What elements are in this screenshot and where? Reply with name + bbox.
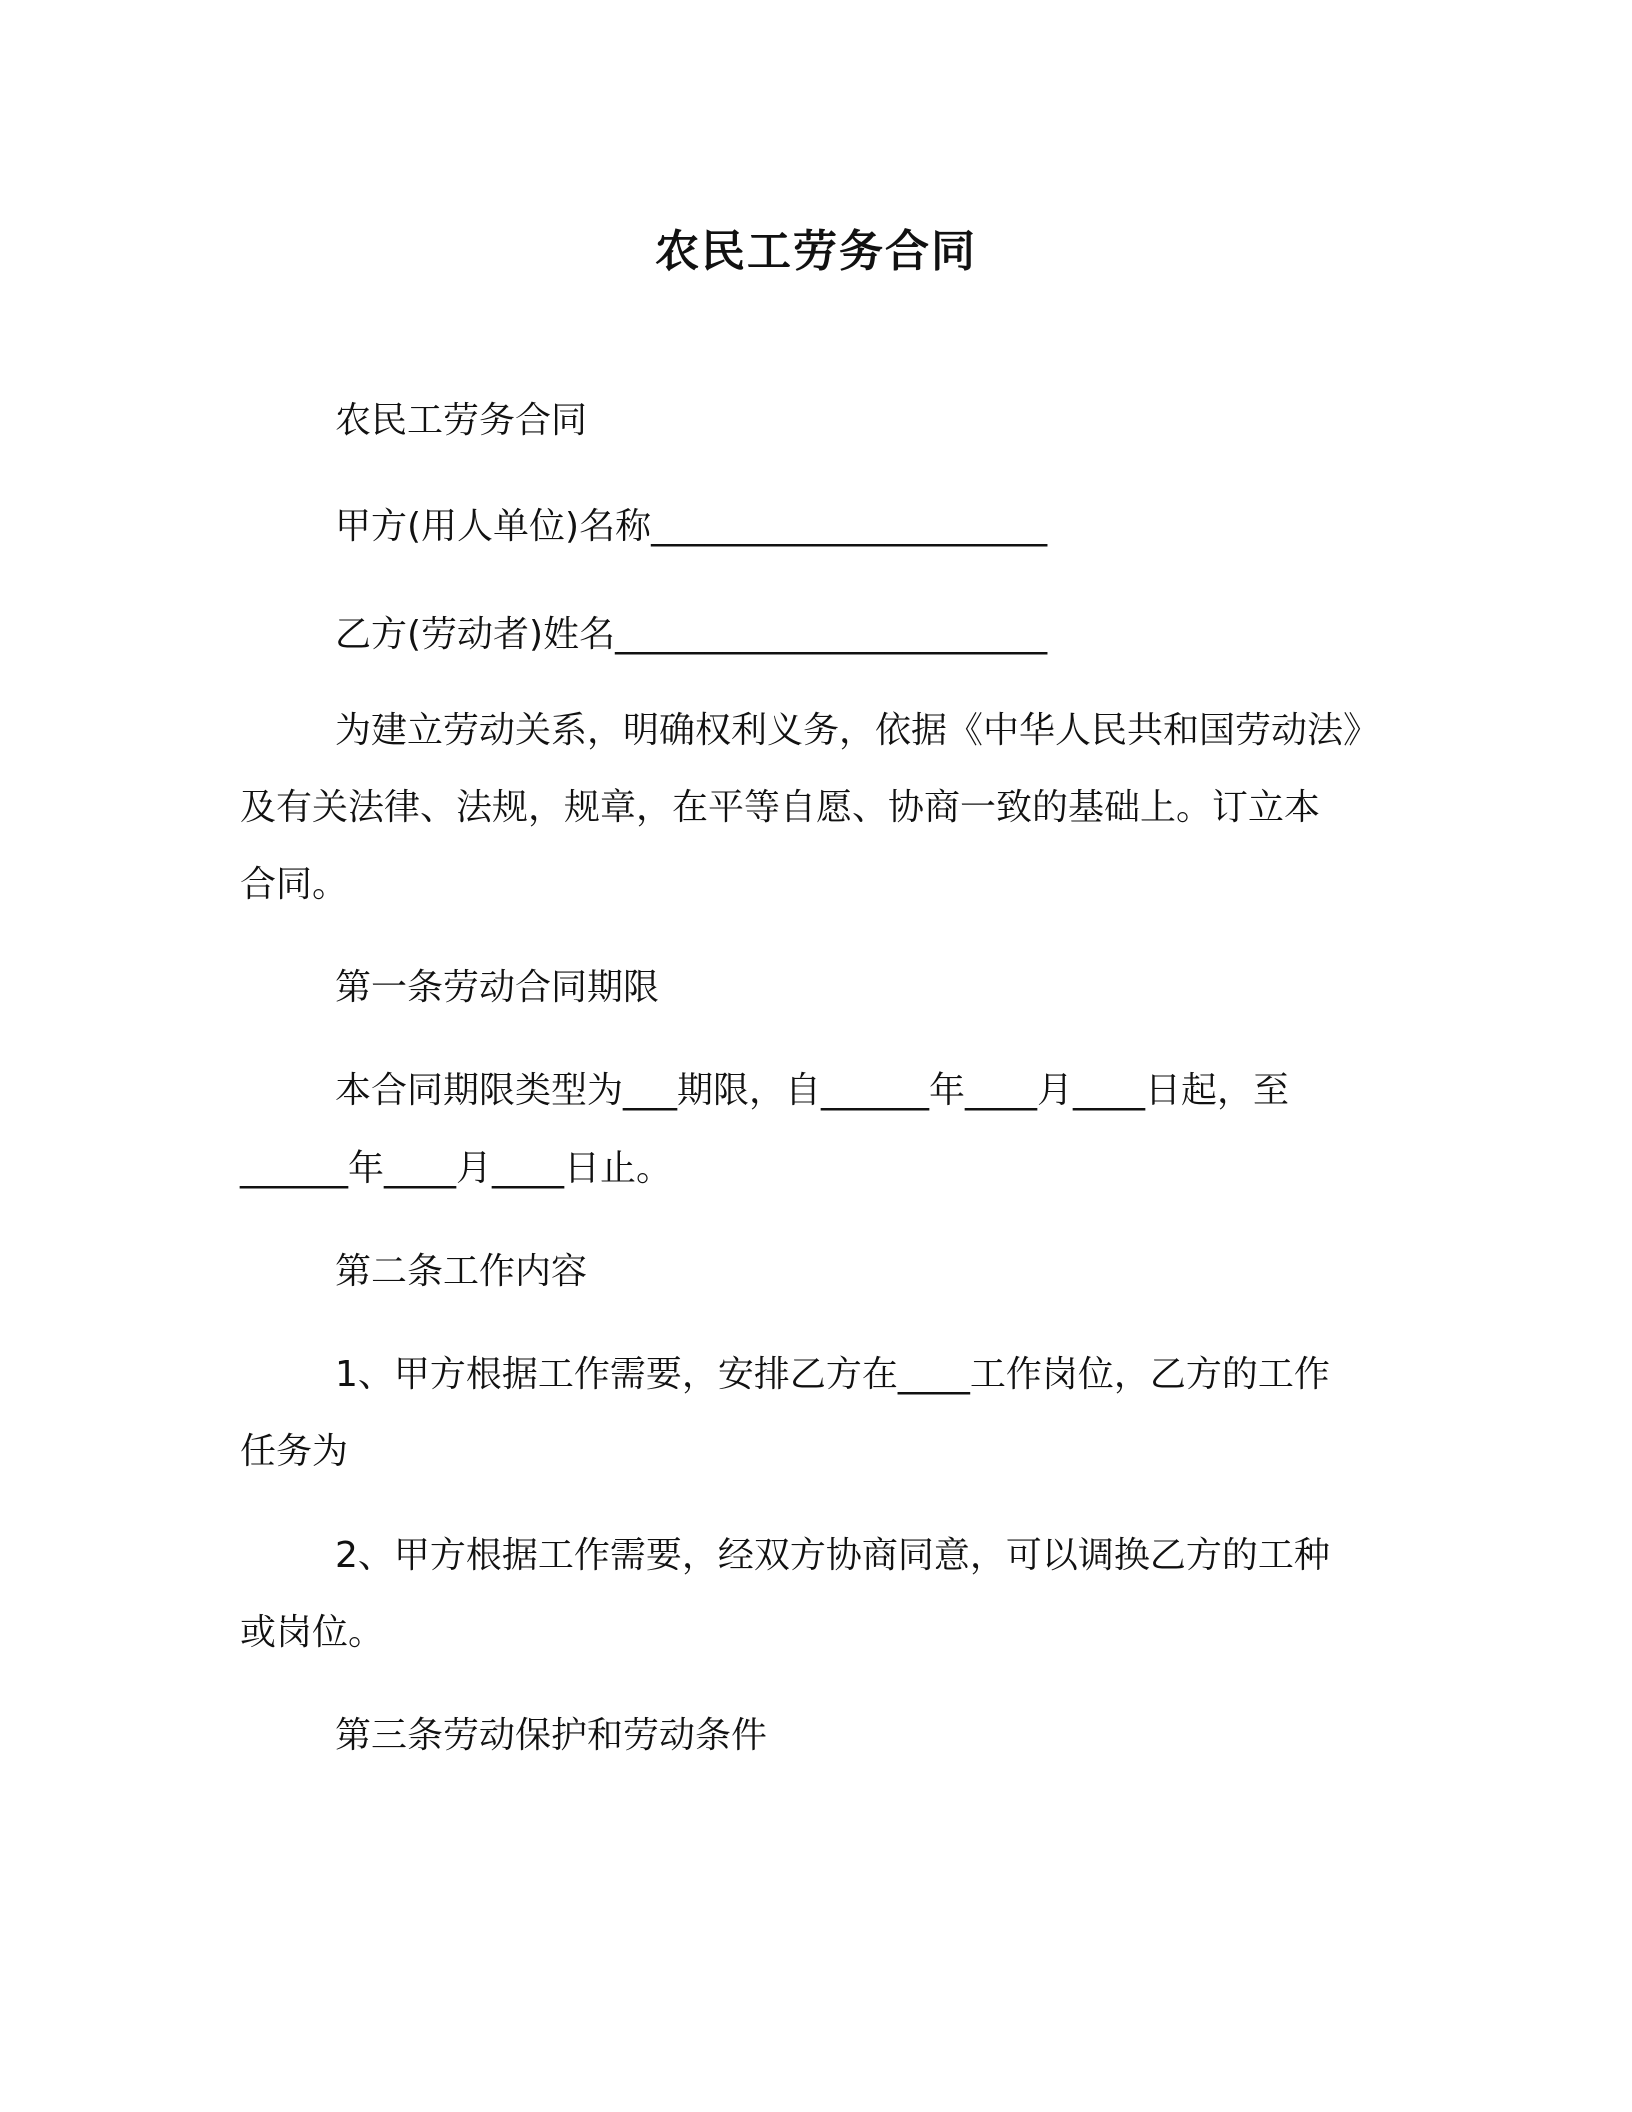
article-1-text-line-1: 本合同期限类型为___期限，自______年____月____日起，至 — [335, 1070, 1290, 1111]
article-2-heading: 第二条工作内容 — [335, 1251, 588, 1292]
article-1-heading: 第一条劳动合同期限 — [335, 967, 660, 1008]
preamble-line-1: 为建立劳动关系，明确权利义务，依据《中华人民共和国劳动法》 — [335, 710, 1380, 751]
article-2-item-2-line-2: 或岗位。 — [240, 1612, 385, 1653]
preamble-line-3: 合同。 — [240, 864, 349, 905]
contract-subtitle: 农民工劳务合同 — [335, 400, 588, 441]
article-2-item-1-line-2: 任务为 — [240, 1431, 349, 1472]
party-a-field: 甲方(用人单位)名称______________________ — [335, 506, 1048, 547]
article-1-text-line-2: ______年____月____日止。 — [240, 1148, 673, 1189]
article-2-item-2-line-1: 2、甲方根据工作需要，经双方协商同意，可以调换乙方的工种 — [335, 1535, 1330, 1576]
preamble-line-2: 及有关法律、法规，规章，在平等自愿、协商一致的基础上。订立本 — [240, 787, 1321, 828]
document-title: 农民工劳务合同 — [655, 226, 977, 277]
article-2-item-1-line-1: 1、甲方根据工作需要，安排乙方在____工作岗位，乙方的工作 — [335, 1354, 1330, 1395]
article-3-heading: 第三条劳动保护和劳动条件 — [335, 1715, 768, 1756]
party-b-field: 乙方(劳动者)姓名________________________ — [335, 614, 1048, 655]
